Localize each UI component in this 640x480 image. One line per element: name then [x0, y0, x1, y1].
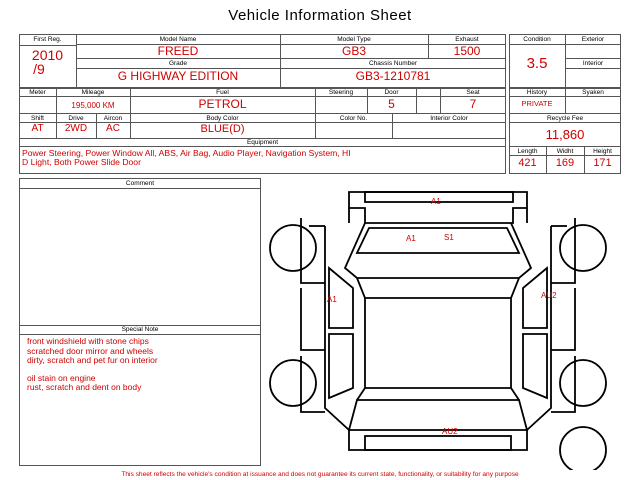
- history-value: PRIVATE: [521, 99, 553, 108]
- equipment-line2: D Light, Both Power Slide Door: [22, 157, 141, 167]
- height-label: Height: [593, 148, 612, 155]
- equipment-label: Equipment: [246, 139, 279, 146]
- aircon-label: Aircon: [103, 115, 123, 122]
- condition-label: Condition: [523, 36, 551, 43]
- exterior-label: Exterior: [581, 36, 605, 43]
- damage-left-side: A1: [327, 295, 337, 304]
- fuel-label: Fuel: [216, 89, 229, 96]
- chassis-label: Chassis Number: [368, 60, 418, 67]
- seat-label: Seat: [466, 89, 480, 96]
- width-label: Widht: [556, 148, 574, 155]
- special-note-line: dirty, scratch and pet fur on interior: [27, 355, 158, 365]
- damage-right-side: AU2: [541, 291, 557, 300]
- body-color-label: Body Color: [206, 115, 239, 122]
- damage-front: A1: [431, 197, 441, 206]
- sheet-title: Vehicle Information Sheet: [228, 7, 412, 24]
- chassis-value: GB3-1210781: [355, 69, 431, 83]
- interior-label: Interior: [582, 60, 604, 67]
- mileage-value: 195,000 KM: [71, 101, 115, 110]
- wheel-rear-right: [560, 360, 606, 406]
- disclaimer-footer: This sheet reflects the vehicle's condition at issuance and does not guarantee its current state, functionality, or suitability for any purpose: [121, 471, 519, 478]
- special-note-line: front windshield with stone chips: [27, 336, 149, 346]
- meter-label: Meter: [29, 89, 46, 96]
- syaken-label: Syaken: [582, 89, 604, 96]
- first-reg-month: /9: [33, 61, 45, 77]
- special-note-text: [27, 337, 158, 393]
- equipment-line1: Power Steering, Power Window All, ABS, Air Bag, Audio Player, Navigation System, HI: [22, 148, 351, 158]
- width-value: 169: [555, 157, 575, 169]
- drive-value: 2WD: [64, 123, 88, 134]
- comment-label: Comment: [125, 180, 155, 187]
- mileage-label: Mileage: [81, 89, 105, 96]
- first-reg-label: First Reg.: [33, 36, 62, 43]
- recycle-fee-label: Recycle Fee: [546, 115, 584, 122]
- shift-value: AT: [31, 123, 44, 134]
- door-value: 5: [388, 97, 395, 111]
- special-note-line: scratched door mirror and wheels: [27, 345, 154, 356]
- interior-color-label: Interior Color: [430, 115, 468, 122]
- exhaust-value: 1500: [453, 44, 481, 58]
- seat-value: 7: [469, 97, 477, 111]
- damage-rear: AU2: [442, 427, 458, 436]
- damage-windshield: A1: [406, 234, 416, 243]
- special-note-label: Special Note: [121, 326, 159, 333]
- fuel-value: PETROL: [198, 97, 247, 111]
- shift-label: Shift: [30, 115, 44, 122]
- color-no-label: Color No.: [339, 115, 368, 122]
- first-reg-year: 2010: [31, 47, 64, 63]
- model-type-value: GB3: [341, 44, 366, 58]
- wheel-rear-left: [270, 360, 316, 406]
- length-label: Length: [517, 148, 538, 155]
- damage-windshield-s: S1: [444, 233, 454, 242]
- wheel-front-left: [270, 225, 316, 271]
- body-color-value: BLUE(D): [200, 123, 245, 135]
- grade-label: Grade: [168, 60, 188, 67]
- history-label: History: [526, 89, 548, 96]
- model-name-label: Model Name: [159, 36, 197, 43]
- comment-box: [19, 178, 261, 466]
- spare-wheel: [560, 427, 606, 470]
- special-note-line: oil stain on engine: [27, 372, 96, 383]
- special-note-line: rust, scratch and dent on body: [27, 382, 142, 392]
- steering-label: Steering: [328, 89, 354, 96]
- condition-value: 3.5: [526, 55, 548, 72]
- model-name-value: FREED: [157, 44, 199, 58]
- door-label: Door: [384, 89, 399, 96]
- height-value: 171: [593, 157, 612, 169]
- aircon-value: AC: [106, 123, 120, 134]
- length-value: 421: [518, 157, 537, 169]
- model-type-label: Model Type: [337, 36, 371, 43]
- grade-value: G HIGHWAY EDITION: [117, 69, 239, 83]
- drive-label: Drive: [68, 115, 84, 122]
- exhaust-label: Exhaust: [455, 36, 479, 43]
- wheel-front-right: [560, 225, 606, 271]
- recycle-fee-value: 11,860: [545, 127, 585, 142]
